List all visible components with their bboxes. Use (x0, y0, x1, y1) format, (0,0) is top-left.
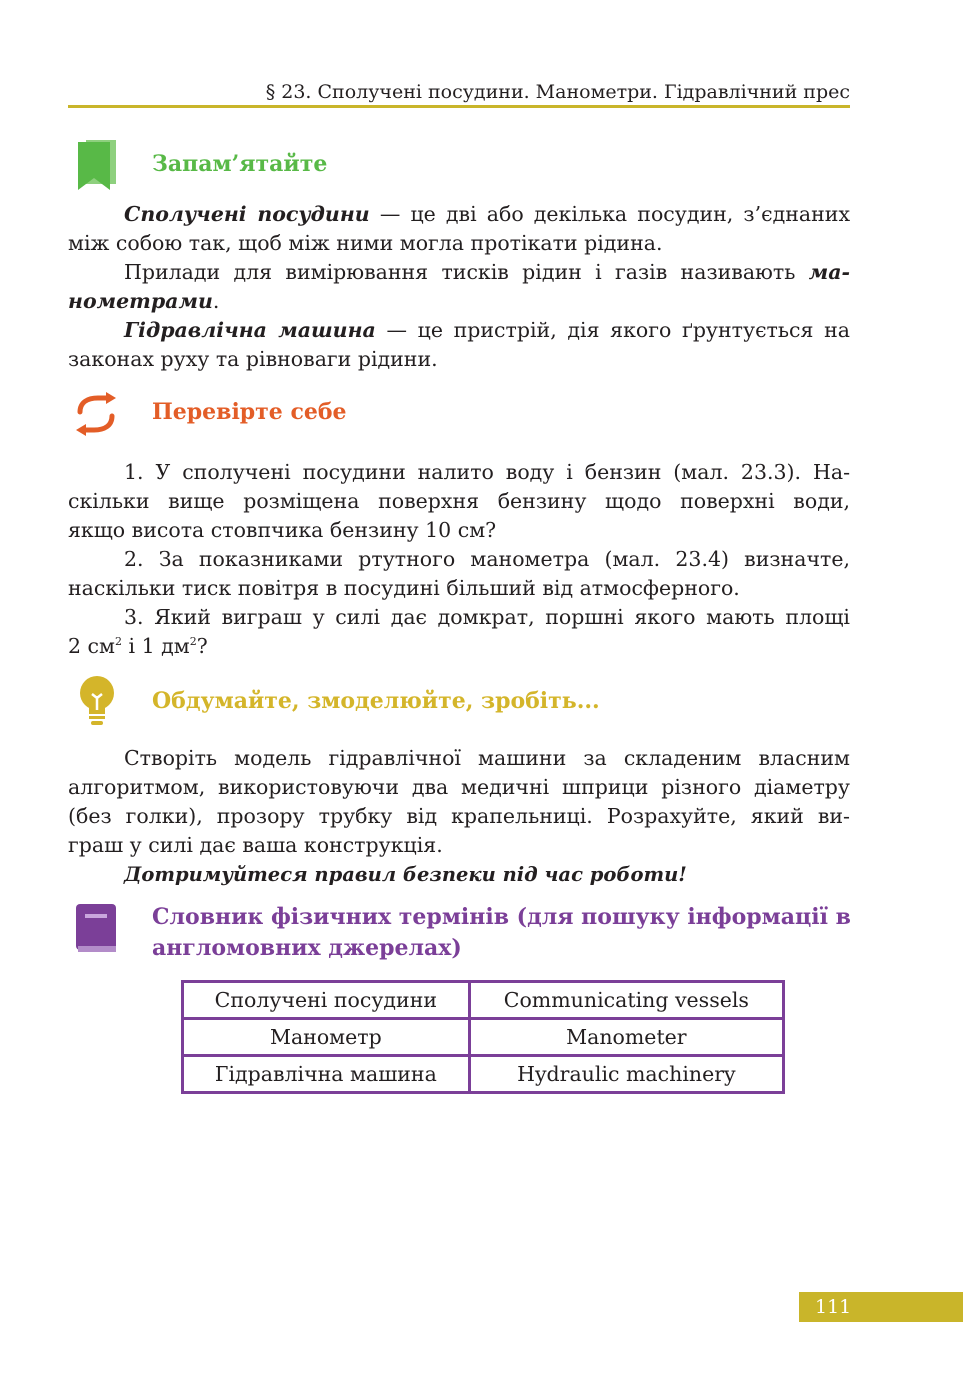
text-span: Прилади для вимірювання тисків рідин і газів називають (124, 260, 809, 284)
header-rule (68, 105, 850, 108)
remember-text (68, 200, 850, 374)
remember-line (68, 316, 850, 345)
remember-line: законах руху та рівноваги рідини. (68, 347, 438, 371)
lightbulb-icon (78, 676, 116, 726)
think-line: Створіть модель гідравлічної машини за складеним власним (124, 746, 850, 770)
remember-line: між собою так, щоб між ними могла протікати рідина. (68, 231, 663, 255)
glossary-term-uk: Гідравлічна машина (183, 1056, 470, 1093)
think-text (68, 744, 850, 889)
glossary-term-en: Hydraulic machinery (469, 1056, 783, 1093)
text-span: 2 см (68, 634, 115, 658)
question-line: скільки вище розміщена поверхня бензину щодо поверхні води, (68, 489, 850, 513)
check-questions (68, 458, 850, 661)
text-span: ? (196, 634, 208, 658)
text-span: . (212, 289, 220, 313)
question-line: 2. За показниками ртутного манометра (мал. 23.4) визначте, (124, 547, 850, 571)
question-line: наскільки тиск повітря в посудині більший від атмосферного. (68, 576, 740, 600)
remember-title: Запам’ятайте (152, 151, 328, 177)
think-line: (без голки), прозору трубку від крапельниці. Розрахуйте, який ви- (68, 804, 850, 828)
question-line: 3. Який виграш у силі дає домкрат, поршні якого мають площі (124, 605, 850, 629)
term-hydraulic-machine: Гідравлічна машина (124, 318, 376, 342)
text-span: і 1 дм (122, 634, 190, 658)
remember-line (68, 287, 850, 316)
glossary-title-line: англомовних джерелах) (152, 935, 462, 961)
glossary-table (181, 980, 785, 1094)
think-title: Обдумайте, змоделюйте, зробіть... (152, 688, 600, 714)
table-row (183, 1019, 784, 1056)
think-line: алгоритмом, використовуючи два медичні шприци різного діаметру (68, 775, 850, 799)
running-head: § 23. Сполучені посудини. Манометри. Гідравлічний прес (265, 81, 850, 103)
page-number: 111 (799, 1292, 963, 1322)
glossary-term-uk: Сполучені посудини (183, 982, 470, 1019)
term-manometers: ма- (808, 260, 850, 284)
safety-warning: Дотримуйтеся правил безпеки під час роботи! (124, 863, 687, 886)
term-communicating-vessels: Сполучені посудини (124, 202, 370, 226)
glossary-title (152, 902, 851, 964)
table-row (183, 1056, 784, 1093)
question-line (68, 632, 850, 661)
glossary-term-uk: Манометр (183, 1019, 470, 1056)
superscript: 2 (115, 635, 122, 648)
glossary-term-en: Communicating vessels (469, 982, 783, 1019)
table-row (183, 982, 784, 1019)
question-line: 1. У сполучені посудини налито воду і бензин (мал. 23.3). На- (124, 460, 850, 484)
glossary-term-en: Manometer (469, 1019, 783, 1056)
bookmark-icon (78, 140, 118, 190)
check-title: Перевірте себе (152, 399, 347, 425)
text-span: — це дві або декілька посудин, з’єднаних (369, 202, 851, 226)
refresh-arrows-icon (70, 392, 122, 436)
question-line: якщо висота стовпчика бензину 10 см? (68, 518, 497, 542)
superscript: 2 (189, 635, 197, 648)
term-manometers-end: нометрами (68, 289, 213, 313)
book-icon (76, 904, 118, 954)
remember-line (68, 200, 850, 229)
remember-line (68, 258, 850, 287)
text-span: — це пристрій, дія якого ґрунтується на (375, 318, 850, 342)
glossary-title-line: Словник фізичних термінів (для пошуку інформації в (152, 904, 851, 930)
think-line: граш у силі дає ваша конструкція. (68, 833, 443, 857)
